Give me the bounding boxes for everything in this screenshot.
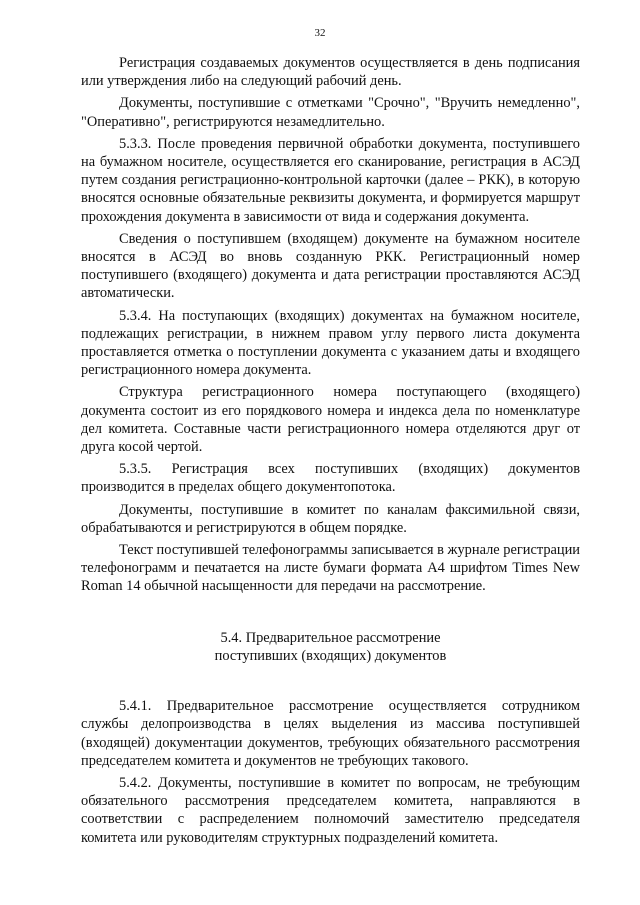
section-heading-line-2: поступивших (входящих) документов (214, 647, 447, 664)
paragraph-5-3-5: 5.3.5. Регистрация всех поступивших (входящих) документов производится в пределах общего документопотока. (81, 461, 580, 496)
document-body (81, 54, 580, 847)
section-heading-line-1: 5.4. Предварительное рассмотрение (220, 629, 441, 646)
paragraph: Текст поступившей телефонограммы записывается в журнале регистрации телефонограмм и печатается на листе бумаги формата А4 шрифтом Times New Roman 14 обычной насыщенности для передачи на рассмотрение. (81, 542, 580, 595)
paragraph-5-4-1: 5.4.1. Предварительное рассмотрение осуществляется сотрудником службы делопроизводства в целях выделения из массива поступившей (входящей) документации документов, требующих обязательного рассмотрения председателем комитета и документов не требующих такового. (81, 698, 580, 769)
paragraph-5-3-3: 5.3.3. После проведения первичной обработки документа, поступившего на бумажном носителе, осуществляется его сканирование, регистрация в АСЭД путем создания регистрационно-контрольной карточки (далее – РКК), в которую вносятся основные обязательные реквизиты документа, и формируется маршрут прохождения документа в зависимости от вида и содержания документа. (81, 135, 580, 225)
paragraph: Сведения о поступившем (входящем) документе на бумажном носителе вносятся в АСЭД во вновь созданную РКК. Регистрационный номер поступившего (входящего) документа и дата регистрации проставляются АСЭД автоматически. (81, 230, 580, 302)
paragraph: Документы, поступившие с отметками "Срочно", "Вручить немедленно", "Оперативно", регистрируются незамедлительно. (81, 95, 580, 130)
page-number: 32 (314, 27, 326, 39)
section-heading (81, 629, 580, 665)
paragraph-5-3-4: 5.3.4. На поступающих (входящих) документах на бумажном носителе, подлежащих регистрации, в нижнем правом углу первого листа документа проставляется отметка о поступлении документа с указанием даты и входящего регистрационного номера документа. (81, 307, 580, 379)
paragraph: Регистрация создаваемых документов осуществляется в день подписания или утверждения либо на следующий рабочий день. (81, 55, 580, 90)
paragraph-5-4-2: 5.4.2. Документы, поступившие в комитет по вопросам, не требующим обязательного рассмотрения председателем комитета, направляются в соответствии с распределением полномочий заместителю председателя комитета или руководителям структурных подразделений комитета. (81, 774, 580, 846)
paragraph: Документы, поступившие в комитет по каналам факсимильной связи, обрабатываются и регистрируются в общем порядке. (81, 501, 580, 536)
paragraph: Структура регистрационного номера поступающего (входящего) документа состоит из его порядкового номера и индекса дела по номенклатуре дел комитета. Составные части регистрационного номера отделяются друг от друга косой чертой. (81, 384, 580, 456)
